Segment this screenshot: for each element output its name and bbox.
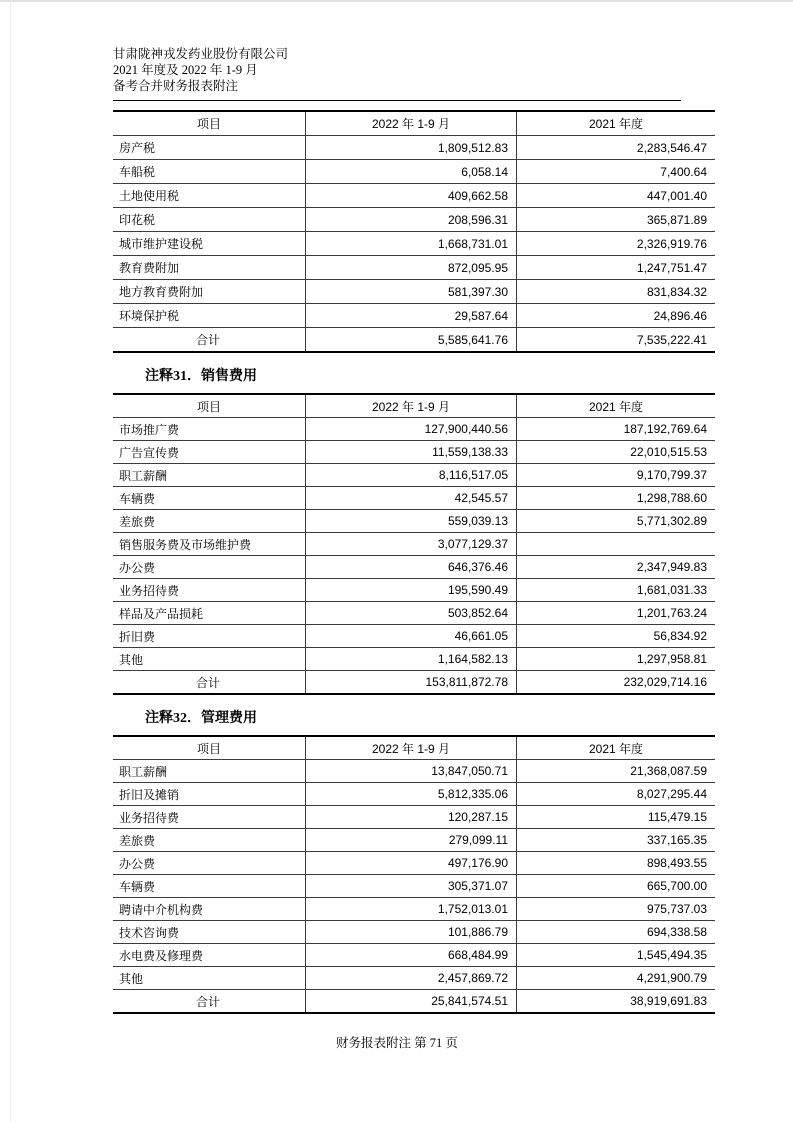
column-header: 2022 年 1-9 月 [306, 111, 517, 136]
row-label-cell: 折旧费 [113, 625, 306, 648]
value-2021-cell: 8,027,295.44 [517, 783, 716, 806]
section-heading-note-31: 注释31．销售费用 [145, 369, 257, 384]
row-label-cell: 办公费 [113, 556, 306, 579]
value-2022-cell: 3,077,129.37 [306, 533, 517, 556]
selling-expenses-section [113, 368, 707, 695]
column-header: 2022 年 1-9 月 [306, 394, 517, 418]
value-2021-cell: 1,298,788.60 [517, 487, 716, 510]
value-2021-cell: 694,338.58 [517, 921, 716, 944]
table-row [113, 625, 715, 648]
row-label-cell: 业务招待费 [113, 806, 306, 829]
total-row [113, 990, 715, 1014]
row-label-cell: 地方教育费附加 [113, 280, 306, 304]
table-row [113, 829, 715, 852]
table-row [113, 648, 715, 671]
row-label-cell: 合计 [113, 990, 306, 1014]
row-label-cell: 办公费 [113, 852, 306, 875]
table-header-row [113, 394, 715, 418]
value-2022-cell: 503,852.64 [306, 602, 517, 625]
value-2022-cell: 5,585,641.76 [306, 328, 517, 353]
admin-expenses-section [113, 710, 707, 1014]
row-label-cell: 业务招待费 [113, 579, 306, 602]
row-label-cell: 聘请中介机构费 [113, 898, 306, 921]
table-row [113, 136, 715, 160]
column-header: 2021 年度 [517, 394, 716, 418]
value-2022-cell: 13,847,050.71 [306, 760, 517, 783]
page-left-edge [10, 0, 11, 1122]
table-row [113, 184, 715, 208]
table-row [113, 921, 715, 944]
value-2022-cell: 1,809,512.83 [306, 136, 517, 160]
row-label-cell: 车船税 [113, 160, 306, 184]
document-page [113, 46, 707, 1051]
row-label-cell: 城市维护建设税 [113, 232, 306, 256]
value-2022-cell: 25,841,574.51 [306, 990, 517, 1014]
report-period: 2021 年度及 2022 年 1-9 月 [113, 63, 258, 77]
page-top-edge [0, 0, 793, 2]
row-label-cell: 车辆费 [113, 487, 306, 510]
table-row [113, 160, 715, 184]
value-2022-cell: 497,176.90 [306, 852, 517, 875]
table-row [113, 232, 715, 256]
value-2022-cell: 29,587.64 [306, 304, 517, 328]
value-2022-cell: 646,376.46 [306, 556, 517, 579]
table-row [113, 898, 715, 921]
row-label-cell: 其他 [113, 967, 306, 990]
value-2021-cell: 4,291,900.79 [517, 967, 716, 990]
value-2021-cell: 24,896.46 [517, 304, 716, 328]
column-header: 项目 [113, 394, 306, 418]
row-label-cell: 水电费及修理费 [113, 944, 306, 967]
page-header [113, 46, 681, 101]
value-2021-cell: 1,681,031.33 [517, 579, 716, 602]
value-2021-cell: 187,192,769.64 [517, 418, 716, 441]
value-2021-cell: 2,283,546.47 [517, 136, 716, 160]
value-2022-cell: 409,662.58 [306, 184, 517, 208]
row-label-cell: 差旅费 [113, 510, 306, 533]
row-label-cell: 车辆费 [113, 875, 306, 898]
value-2022-cell: 127,900,440.56 [306, 418, 517, 441]
value-2021-cell: 7,535,222.41 [636, 332, 707, 347]
row-label-cell: 环境保护税 [113, 304, 306, 328]
column-header: 2022 年 1-9 月 [306, 736, 517, 760]
table-row [113, 487, 715, 510]
value-2021-cell: 56,834.92 [517, 625, 716, 648]
value-2022-cell: 581,397.30 [306, 280, 517, 304]
column-header: 2021 年度 [517, 111, 716, 136]
value-2022-cell: 1,752,013.01 [306, 898, 517, 921]
table-row [113, 760, 715, 783]
value-2022-cell: 5,812,335.06 [306, 783, 517, 806]
row-label-cell: 职工薪酬 [113, 464, 306, 487]
value-2021-cell: 1,201,763.24 [517, 602, 716, 625]
row-label-cell: 教育费附加 [113, 256, 306, 280]
value-2021-cell: 831,834.32 [517, 280, 716, 304]
table-row [113, 533, 715, 556]
row-label-cell: 印花税 [113, 208, 306, 232]
value-2021-cell: 665,700.00 [517, 875, 716, 898]
table-row [113, 579, 715, 602]
value-2022-cell: 8,116,517.05 [306, 464, 517, 487]
value-2022-cell: 120,287.15 [306, 806, 517, 829]
document-title: 备考合并财务报表附注 [113, 79, 239, 93]
total-row [113, 328, 715, 353]
value-2021-cell: 2,347,949.83 [517, 556, 716, 579]
value-2022-cell: 195,590.49 [306, 579, 517, 602]
value-2021-cell: 447,001.40 [517, 184, 716, 208]
value-2021-cell: 21,368,087.59 [517, 760, 716, 783]
value-2022-cell: 305,371.07 [306, 875, 517, 898]
table-row [113, 783, 715, 806]
tax-table [113, 110, 715, 353]
value-2021-cell: 232,029,714.16 [623, 675, 707, 689]
value-2022-cell: 6,058.14 [306, 160, 517, 184]
table-row [113, 304, 715, 328]
table-row [113, 875, 715, 898]
value-2021-cell: 9,170,799.37 [517, 464, 716, 487]
row-label-cell: 职工薪酬 [113, 760, 306, 783]
value-2022-cell: 101,886.79 [306, 921, 517, 944]
value-2022-cell: 2,457,869.72 [306, 967, 517, 990]
value-2022-cell: 42,545.57 [306, 487, 517, 510]
value-2021-cell: 365,871.89 [517, 208, 716, 232]
table-row [113, 556, 715, 579]
table-row [113, 510, 715, 533]
value-2022-cell: 153,811,872.78 [306, 671, 517, 695]
value-2022-cell: 559,039.13 [306, 510, 517, 533]
selling-expenses-table [113, 393, 715, 695]
value-2022-cell: 668,484.99 [306, 944, 517, 967]
total-row [113, 671, 715, 695]
value-2022-cell: 11,559,138.33 [306, 441, 517, 464]
column-header: 项目 [113, 111, 306, 136]
value-2021-cell: 115,479.15 [517, 806, 716, 829]
value-2021-cell: 38,919,691.83 [630, 994, 707, 1008]
value-2021-cell: 337,165.35 [517, 829, 716, 852]
table-header-row [113, 736, 715, 760]
value-2021-cell: 2,326,919.76 [517, 232, 716, 256]
table-row [113, 208, 715, 232]
row-label-cell: 差旅费 [113, 829, 306, 852]
row-label-cell: 土地使用税 [113, 184, 306, 208]
value-2021-cell: 898,493.55 [517, 852, 716, 875]
value-2021-cell [517, 533, 716, 556]
row-label-cell: 折旧及摊销 [113, 783, 306, 806]
company-name: 甘肃陇神戎发药业股份有限公司 [113, 47, 289, 61]
value-2021-cell: 1,297,958.81 [517, 648, 716, 671]
value-2021-cell: 7,400.64 [517, 160, 716, 184]
table-row [113, 967, 715, 990]
column-header: 2021 年度 [517, 736, 716, 760]
table-row [113, 944, 715, 967]
row-label-cell: 技术咨询费 [113, 921, 306, 944]
table-header-row [113, 111, 715, 136]
table-row [113, 418, 715, 441]
value-2021-cell: 1,247,751.47 [517, 256, 716, 280]
table-row [113, 852, 715, 875]
row-label-cell: 房产税 [113, 136, 306, 160]
table-row [113, 806, 715, 829]
row-label-cell: 样品及产品损耗 [113, 602, 306, 625]
value-2021-cell: 1,545,494.35 [517, 944, 716, 967]
value-2022-cell: 279,099.11 [306, 829, 517, 852]
table-row [113, 280, 715, 304]
value-2022-cell: 872,095.95 [306, 256, 517, 280]
value-2022-cell: 1,668,731.01 [306, 232, 517, 256]
table-row [113, 602, 715, 625]
admin-expenses-table [113, 735, 715, 1014]
row-label-cell: 合计 [113, 328, 306, 353]
section-heading-note-32: 注释32．管理费用 [145, 711, 257, 726]
value-2022-cell: 1,164,582.13 [306, 648, 517, 671]
row-label-cell: 其他 [113, 648, 306, 671]
value-2021-cell: 975,737.03 [517, 898, 716, 921]
table-row [113, 256, 715, 280]
column-header: 项目 [113, 736, 306, 760]
value-2022-cell: 208,596.31 [306, 208, 517, 232]
table-row [113, 441, 715, 464]
tax-table-section [113, 110, 707, 353]
row-label-cell: 市场推广费 [113, 418, 306, 441]
table-row [113, 464, 715, 487]
value-2021-cell: 22,010,515.53 [517, 441, 716, 464]
value-2021-cell: 5,771,302.89 [517, 510, 716, 533]
row-label-cell: 销售服务费及市场维护费 [113, 533, 306, 556]
page-number-label: 财务报表附注 第 71 页 [336, 1036, 458, 1050]
value-2022-cell: 46,661.05 [306, 625, 517, 648]
row-label-cell: 广告宣传费 [113, 441, 306, 464]
page-footer [113, 1035, 681, 1051]
row-label-cell: 合计 [113, 671, 306, 695]
